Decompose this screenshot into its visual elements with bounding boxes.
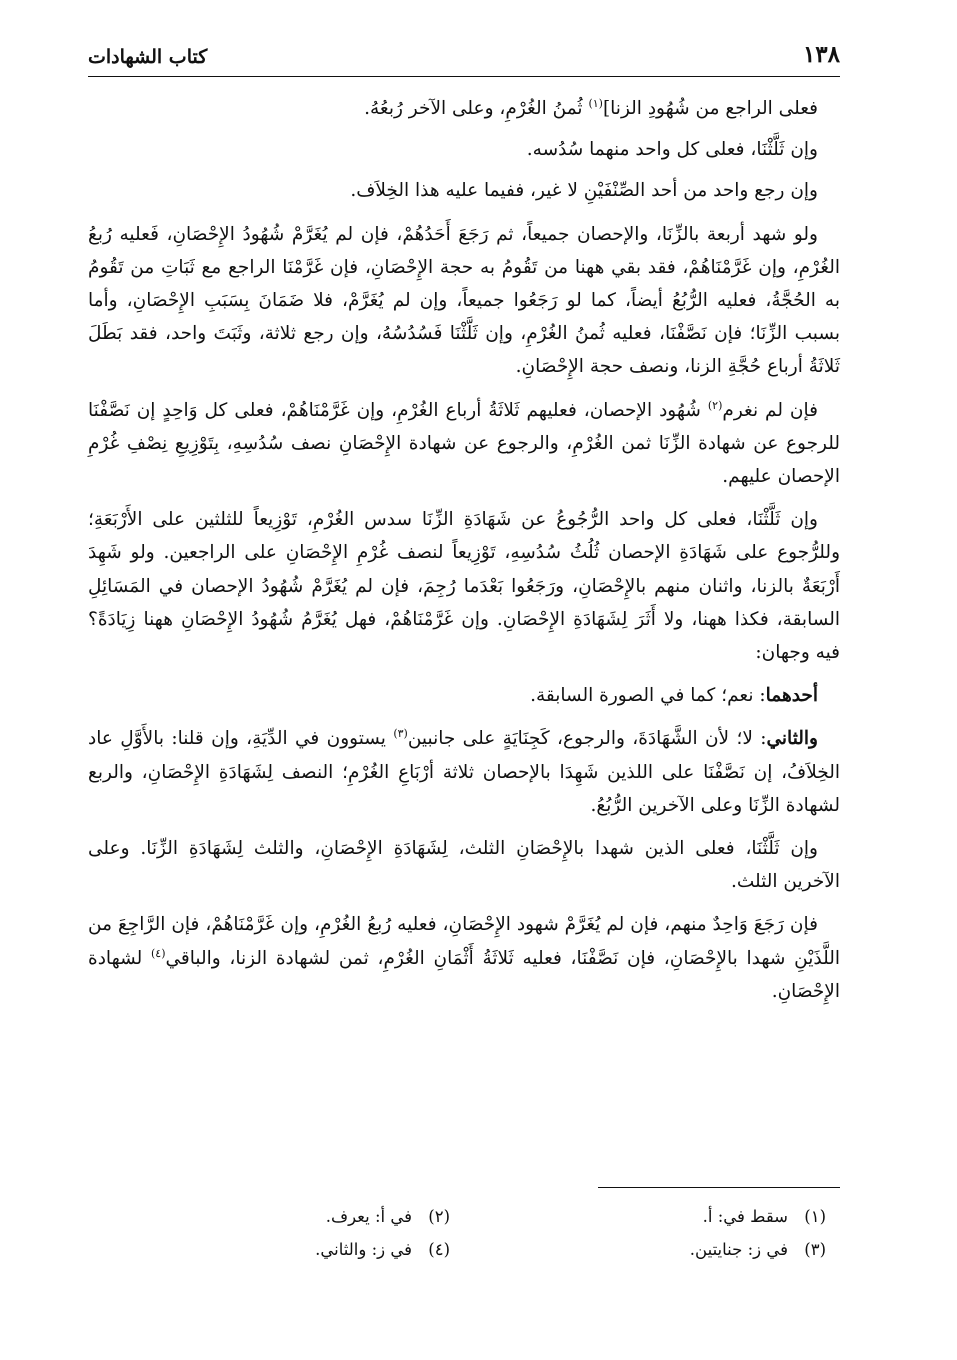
footnote-ref-3[interactable]: (٣): [393, 727, 408, 741]
footnote-marker: (٣): [804, 1240, 826, 1259]
paragraph-7: أحدهما: نعم؛ كما في الصورة السابقة.: [530, 685, 818, 707]
paragraph-2: وإن ثَلَّثْنَا، فعلى كل واحد منهما سُدُسه.: [526, 139, 818, 161]
running-title: كتاب الشهادات: [88, 46, 208, 68]
paragraph-8: والثاني: لا؛ لأن الشَّهَادَةَ، والرجوع، كَجِنَايَةٍ على جانبين$^{(٣)}$ يستوون في الدِّيَةِ، وإن قلنا: بالأَوَّلِ عاد الخِلاَفُ، إن نَصَّفْنَا على اللذين شَهِدَا بالإحصان ثلاثة أرْبَاعِ الغُرْمِ؛ النصف لِشَهَادَةِ الإِحْصَانِ، والربع لشهادة الزِّنَا وعلى الآخرين الرُّبُعُ.: [88, 727, 840, 816]
footnote-3: [464, 1233, 840, 1266]
footnote-separator: [598, 1187, 840, 1188]
footnote-ref-4[interactable]: (٤): [150, 946, 166, 960]
footnotes: [88, 1200, 840, 1266]
first-opinion-label: أحدهما: [765, 685, 818, 707]
paragraph-6: وإن ثَلَّثْنَا، فعلى كل واحد الرُّجُوعُ عن شَهَادَةِ الزِّنَا سدس الغُرْمِ، تَوْزِيعاً للثلثين على الأَرْبَعَةِ؛ وللرُّجوع على شَهَادَةِ الإحصان ثُلُثُ سُدُسِهِ، تَوْزِيعاً لنصف غُرْمِ الإِحْصَانِ على الراجعين. ولو شَهِدَ أَرْبَعَةٌ بالزنا، واثنان منهم بالإِحْصَانِ، ورَجَعُوا بَعْدَما رُجِمَ، فإن لم يُغَرَّمْ شُهُودُ الإحصان في المَسَائِلِ السابقة، فكذا ههنا، ولا أَثَرَ لِشَهَادَةِ الإِحْصَانِ. وإن غَرَّمْنَاهُمْ، فهل يُغَرَّمُ شُهُودُ الإِحْصَانِ ههنا زِيَادَةً؟ فيه وجهان:: [88, 509, 840, 664]
header-rule: [88, 76, 840, 77]
footnote-text: سقط في: أ.: [702, 1207, 788, 1226]
footnote-marker: (١): [804, 1207, 826, 1226]
footnote-4: [88, 1233, 464, 1266]
footnote-2: [88, 1200, 464, 1233]
footnote-text: في ز: والثاني.: [315, 1240, 412, 1259]
footnote-ref-1[interactable]: (١): [588, 97, 603, 110]
main-text: [88, 92, 840, 1018]
second-opinion-label: والثاني: [766, 728, 818, 750]
page-number: ١٣٨: [802, 41, 840, 68]
paragraph-10: فإن رَجَعَ وَاحِدٌ منهم، فإن لم يُغَرَّمْ شهود الإِحْصَانِ، فعليه رُبعُ الغُرْمِ، وإن غَرَّمْنَاهُمْ، فإن الرَّاجِعَ من اللَّذَيْنِ شهدا بالإِحْصَانِ، فإن نَصَّفْنَا، فعليه ثَلاثَةُ أَثْمَانِ الغُرْمِ، ثمن لشهادة الزنا، والباقي$^{(٤)}$ لشهادة الإِحْصَانِ.: [88, 914, 840, 1002]
footnote-ref-2[interactable]: (٢): [707, 398, 723, 412]
paragraph-4: ولو شهد أربعة بالزِّنَا، والإحصان جميعاً، ثم رَجَعَ أَحَدُهُمْ، فإن لم يُغَرَّمْ شُهُودُ الإِحْصَانِ، فَعليه رُبعُ الغُرْمِ، وإن غَرَّمْنَاهُمْ، فقد بقي ههنا من تَقُومُ به حجة الإِحْصَانِ، فإن غَرَّمْنَا الراجع مع ثَبَاتِ من تَقُومُ به الحُجَّةُ، فعليه الرُّبُعُ أيضاً، كما لو رَجَعُوا جميعاً، وإن لم يُغَرَّمْ، فلا ضَمَانَ بِسَبَبِ الإِحْصَانِ، وأما بسبب الزِّنَا؛ فإن نَصَّفْنَا، فعليه ثُمنُ الغُرْمِ، وإن ثَلَّثْنَا فَسُدُسُهُ، وإن رجع ثلاثة، وثَبَتَ واحد، فقد بَطَلَ ثَلاثَةُ أرباع حُجَّةِ الزنا، ونصف حجة الإِحْصَانِ.: [88, 223, 840, 378]
paragraph-3: وإن رجع واحد من أحد الصِّنْفَيْنِ لا غير، ففيما عليه هذا الخِلاَف.: [350, 180, 818, 202]
paragraph-5: فإن لم نغرم$^{(٢)}$ شُهُود الإحصان، فعليهم ثَلاثَةُ أرباع الغُرْمِ، وإن غَرَّمْنَاهُمْ، فعلى كل وَاحِدٍ إن نَصَّفْنَا للرجوع عن شهادة الزِّنَا ثمن الغُرْمِ، والرجوع عن شهادة الإِحْصَانِ نصف سُدُسِهِ، بِتَوْزِيعِ نِصْفِ غُرْمِ الإحصان عليهم.: [88, 398, 840, 488]
page-header: [88, 34, 840, 68]
footnote-row: [88, 1233, 840, 1266]
footnote-row: [88, 1200, 840, 1233]
footnote-text: في أ: يعرف.: [325, 1207, 412, 1226]
footnote-1: [464, 1200, 840, 1233]
paragraph-9: وإن ثَلَّثْنَا، فعلى الذين شهدا بالإِحْصَانِ الثلث، لِشَهَادَةِ الإِحْصَانِ، والثلث لِشَهَادَةِ الزِّنَا. وعلى الآخرين الثلث.: [88, 838, 840, 893]
footnote-marker: (٢): [428, 1207, 450, 1226]
footnote-text: في ز: جنايتين.: [689, 1240, 788, 1259]
footnote-marker: (٤): [428, 1240, 450, 1259]
paragraph-1: فعلى الراجع من شُهُودِ الزنا]$^{(١)}$ ثُمنُ الغُرْمِ، وعلى الآخر رُبعُهُ.: [364, 97, 818, 119]
